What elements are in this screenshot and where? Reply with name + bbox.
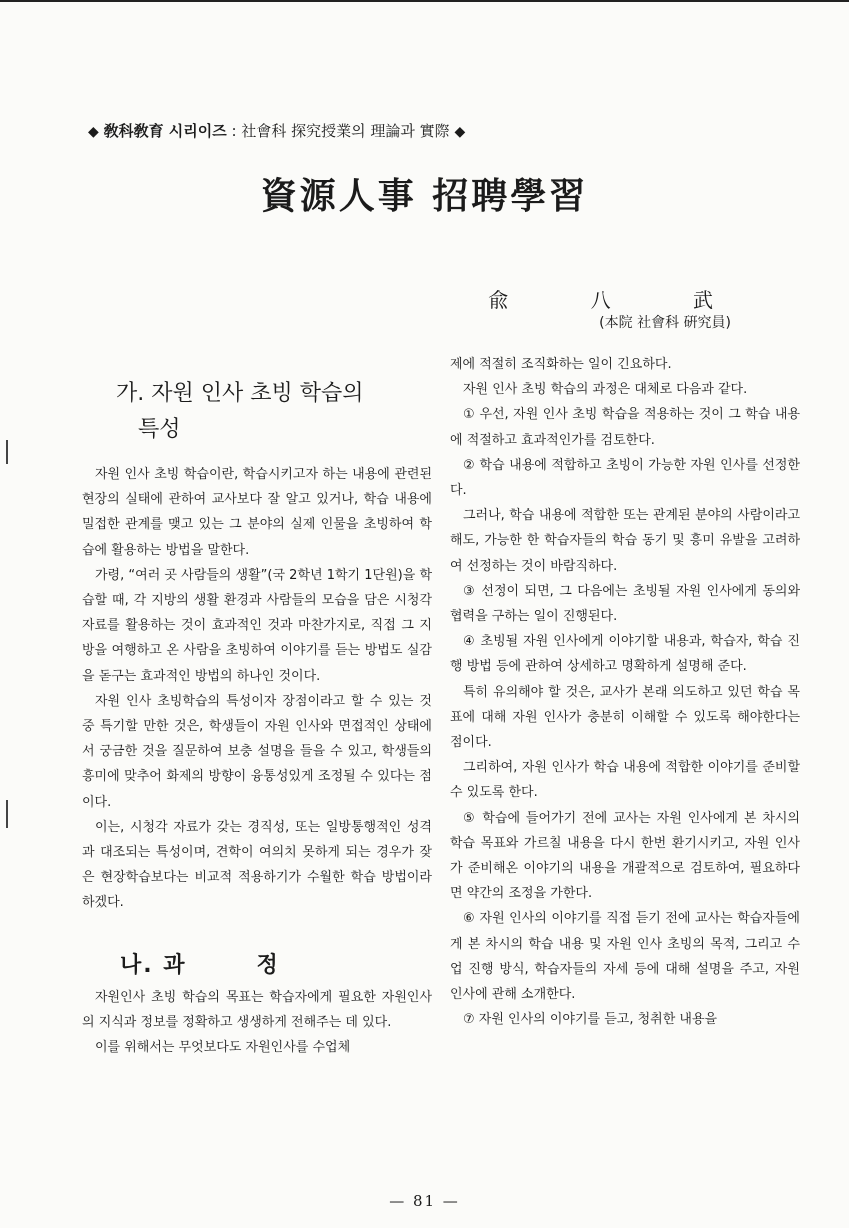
left-column [82, 350, 432, 1060]
body-paragraph: 자원인사 초빙 학습의 목표는 학습자에게 필요한 자원인사의 지식과 정보를 정확하고 생생하게 전해주는 데 있다. [82, 989, 432, 1030]
body-paragraph: ③ 선정이 되면, 그 다음에는 초빙될 자원 인사에게 동의와 협력을 구하는 일이 진행된다. [450, 583, 800, 625]
series-name: 敎科敎育 시리이즈 [103, 122, 227, 140]
author-name: 兪 八 武 [488, 288, 751, 312]
article-title: 資源人事 招聘學習 [260, 175, 589, 217]
body-paragraph: 자원 인사 초빙 학습이란, 학습시키고자 하는 내용에 관련된 현장의 실태에 관하여 교사보다 잘 알고 있거나, 학습 내용에 밀접한 관계를 맺고 있는 그 분야의 실제 인물을 초빙하여 학습에 활용하는 방법을 말한다. [82, 467, 432, 558]
margin-mark [6, 440, 8, 464]
body-paragraph: ① 우선, 자원 인사 초빙 학습을 적용하는 것이 그 학습 내용에 적절하고 효과적인가를 검토한다. [450, 407, 800, 448]
right-column [450, 352, 800, 1032]
body-paragraph: 그러나, 학습 내용에 적합한 또는 관계된 분야의 사람이라고 해도, 가능한 한 학습자들의 학습 동기 및 흥미 유발을 고려하여 선정하는 것이 바람직하다. [450, 508, 800, 574]
section-heading-process [120, 948, 432, 979]
series-subtitle: 社會科 探究授業의 理論과 實際 [241, 122, 450, 140]
section-heading-characteristics [116, 376, 432, 448]
author-affiliation: (本院 社會科 硏究員) [599, 315, 731, 331]
top-border-line [0, 0, 849, 2]
margin-mark [6, 800, 8, 828]
body-paragraph: 특히 유의해야 할 것은, 교사가 본래 의도하고 있던 학습 목표에 대해 자원 인사가 충분히 이해할 수 있도록 해야한다는 점이다. [450, 684, 800, 751]
body-paragraph: ⑥ 자원 인사의 이야기를 직접 듣기 전에 교사는 학습자들에게 본 차시의 학습 내용 및 자원 인사 초빙의 목적, 그리고 수업 진행 방식, 학습자들의 자세 등에 대해 설명을 주고, 자원 인사에 관해 소개한다. [450, 911, 800, 1003]
body-paragraph: 그리하여, 자원 인사가 학습 내용에 적합한 이야기를 준비할 수 있도록 한다. [450, 760, 800, 801]
body-paragraph: 제에 적절히 조직화하는 일이 긴요하다. [450, 357, 672, 372]
body-paragraph: 자원 인사 초빙학습의 특성이자 장점이라고 할 수 있는 것 중 특기할 만한 것은, 학생들이 자원 인사와 면접적인 상태에서 궁금한 것을 질문하여 보충 설명을 들을 수 있고, 학생들의 흥미에 맞추어 화제의 방향이 융통성있게 조정될 수 있다는 점이다. [82, 693, 432, 810]
body-paragraph: 자원 인사 초빙 학습의 과정은 대체로 다음과 같다. [463, 382, 748, 398]
body-paragraph: 이는, 시청각 자료가 갖는 경직성, 또는 일방통행적인 성격과 대조되는 특성이며, 견학이 여의치 못하게 되는 경우가 잦은 현장학습보다는 비교적 적용하기가 수월한 학습 방법이라 하겠다. [82, 819, 432, 911]
body-paragraph: ② 학습 내용에 적합하고 초빙이 가능한 자원 인사를 선정한다. [450, 457, 800, 499]
body-paragraph: 가령, “여러 곳 사람들의 생활”(국 2학년 1학기 1단원)을 학습할 때, 각 지방의 생활 환경과 사람들의 모습을 담은 시청각 자료를 활용하는 것이 효과적인 것과 마찬가지로, 직접 그 지방을 여행하고 온 사람을 초빙하여 이야기를 듣는 방법도 실감을 돋구는 효과적인 방법의 하나인 것이다. [82, 567, 432, 684]
body-paragraph: ⑤ 학습에 들어가기 전에 교사는 자원 인사에게 본 차시의 학습 목표와 가르칠 내용을 다시 한번 환기시키고, 자원 인사가 준비해온 이야기의 내용을 개괄적으로 검토하여, 필요하다면 약간의 조정을 가한다. [450, 810, 800, 902]
diamond-bullet-icon: ◆ [88, 124, 99, 140]
body-paragraph: ⑦ 자원 인사의 이야기를 듣고, 청취한 내용을 [463, 1012, 718, 1028]
page-number: — 81 — [389, 1192, 460, 1210]
body-paragraph: ④ 초빙될 자원 인사에게 이야기할 내용과, 학습자, 학습 진행 방법 등에 관하여 상세하고 명확하게 설명해 준다. [450, 634, 800, 675]
diamond-bullet-icon: ◆ [454, 124, 466, 140]
section-heading-line: 특성 [138, 417, 181, 442]
section-heading-part: 정 [256, 952, 280, 978]
section-heading-line: 가. 자원 인사 초빙 학습의 [116, 381, 364, 406]
body-paragraph: 이를 위해서는 무엇보다도 자원인사를 수업체 [95, 1040, 351, 1056]
section-heading-part: 나. 과 [120, 952, 187, 978]
series-header [88, 120, 465, 141]
series-separator: : [231, 122, 237, 140]
